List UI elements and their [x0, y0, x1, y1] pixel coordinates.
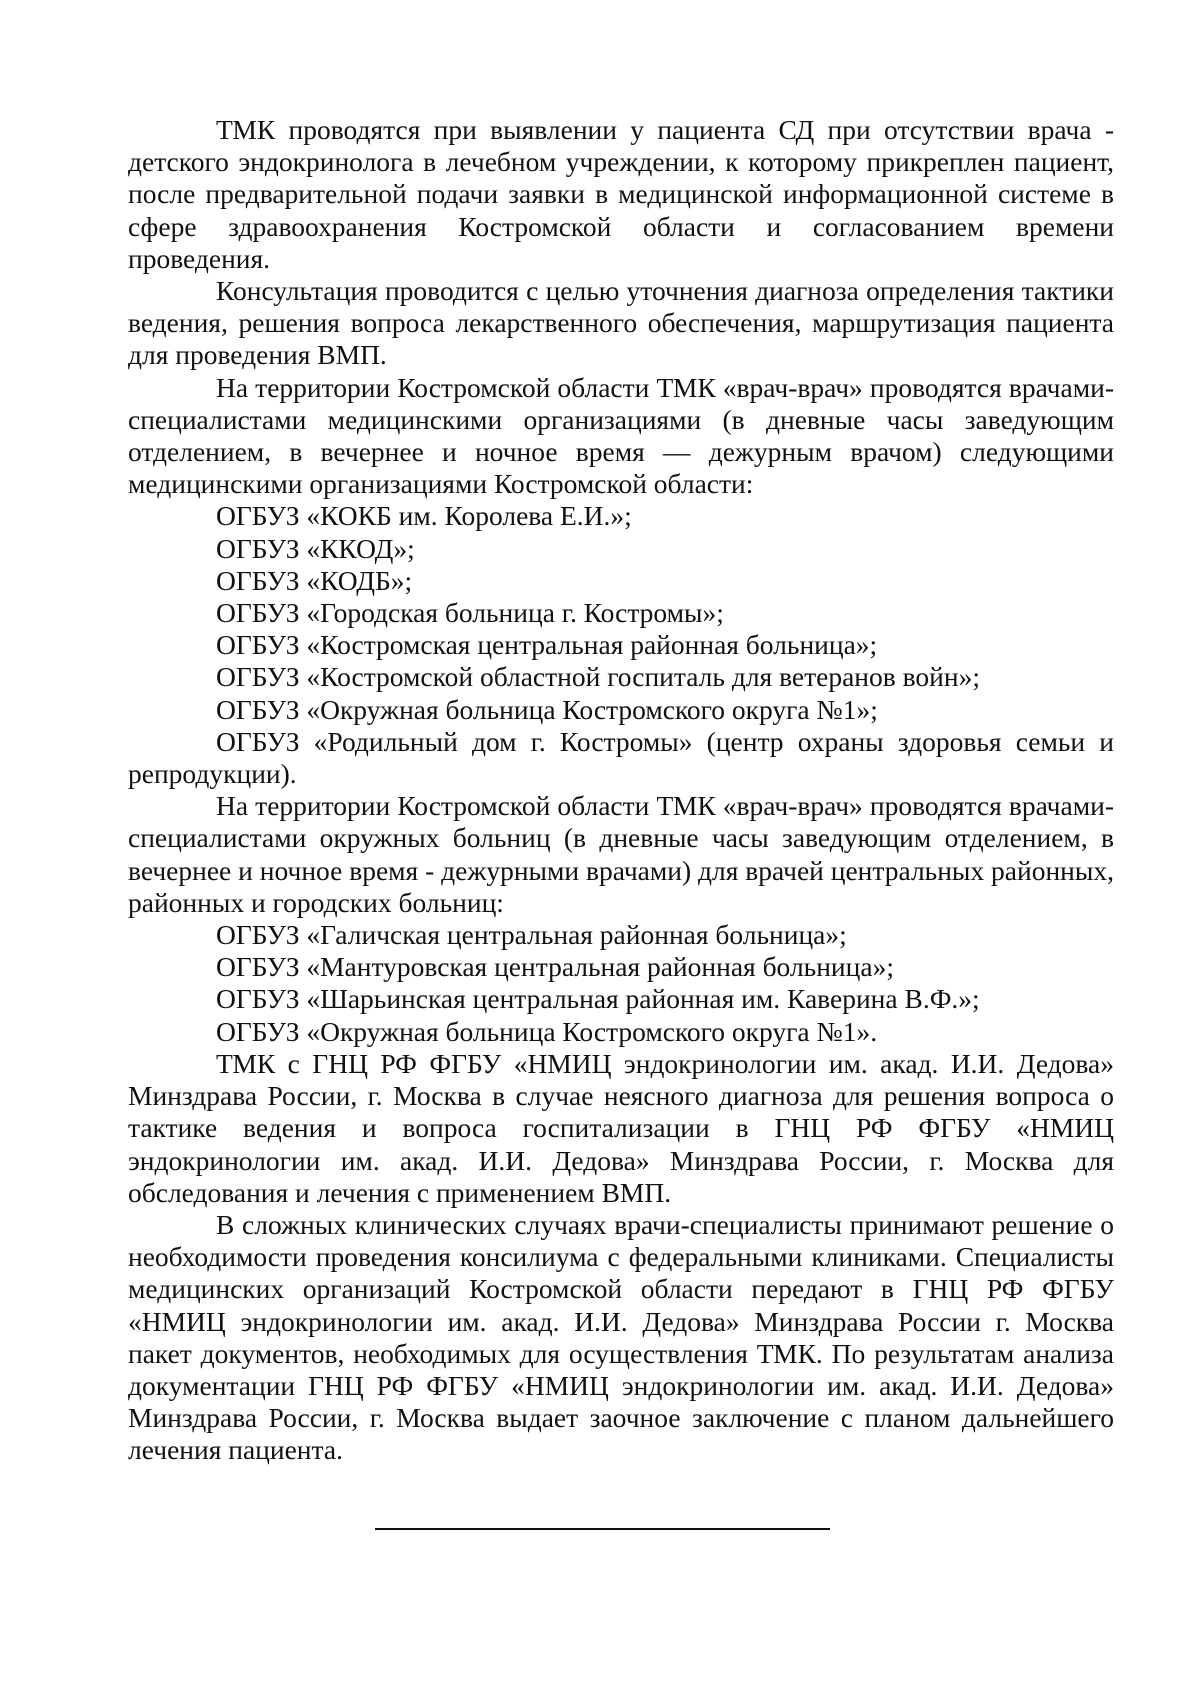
list-item: ОГБУЗ «Окружная больница Костромского округа №1».	[216, 1015, 878, 1047]
list-item: ОГБУЗ «Шарьинская центральная районная им. Каверина В.Ф.»;	[216, 983, 980, 1015]
list-item: ОГБУЗ «Городская больница г. Костромы»;	[216, 597, 724, 629]
list-item: ОГБУЗ «ККОД»;	[216, 532, 415, 564]
paragraph-federal-center-consultation: ТМК с ГНЦ РФ ФГБУ «НМИЦ эндокринологии им. акад. И.И. Дедова» Минздрава России, г. Москва в случае неясного диагноза для решения вопроса о тактике ведения и вопроса госпитализации в ГНЦ РФ ФГБУ «НМИЦ эндокринологии им. акад. И.И. Дедова» Минздрава России, г. Москва для обследования и лечения с применением ВМП.	[128, 1047, 1114, 1208]
paragraph-complex-cases: В сложных клинических случаях врачи-специалисты принимают решение о необходимости проведения консилиума с федеральными клиниками. Специалисты медицинских организаций Костромской области передают в ГНЦ РФ ФГБУ «НМИЦ эндокринологии им. акад. И.И. Дедова» Минздрава России г. Москва пакет документов, необходимых для осуществления ТМК. По результатам анализа документации ГНЦ РФ ФГБУ «НМИЦ эндокринологии им. акад. И.И. Дедова» Минздрава России, г. Москва выдает заочное заключение с планом дальнейшего лечения пациента.	[128, 1208, 1114, 1466]
end-of-document-rule	[375, 1528, 830, 1530]
list-item: ОГБУЗ «Костромской областной госпиталь для ветеранов войн»;	[216, 661, 980, 693]
list-item: ОГБУЗ «Родильный дом г. Костромы» (центр охраны здоровья семьи и репродукции).	[128, 725, 1114, 790]
list-item: ОГБУЗ «КОКБ им. Королева Е.И.»;	[216, 500, 632, 532]
list-item: ОГБУЗ «КОДБ»;	[216, 564, 413, 596]
paragraph-district-hospitals-intro: На территории Костромской области ТМК «врач-врач» проводятся врачами-специалистами окружных больниц (в дневные часы заведующим отделением, в вечернее и ночное время - дежурными врачами) для врачей центральных районных, районных и городских больниц:	[128, 790, 1114, 918]
paragraph-regional-organizations-intro: На территории Костромской области ТМК «врач-врач» проводятся врачами-специалистами медицинскими организациями (в дневные часы заведующим отделением, в вечернее и ночное время — дежурным врачом) следующими медицинскими организациями Костромской области:	[128, 371, 1114, 500]
list-item: ОГБУЗ «Мантуровская центральная районная больница»;	[216, 951, 894, 983]
organizations-list-regional	[128, 500, 1114, 790]
paragraph-consultation-purpose: Консультация проводится с целью уточнения диагноза определения тактики ведения, решения вопроса лекарственного обеспечения, маршрутизация пациента для проведения ВМП.	[128, 275, 1114, 371]
document-page	[128, 114, 1114, 1467]
list-item: ОГБУЗ «Окружная больница Костромского округа №1»;	[216, 693, 878, 725]
paragraph-telemedicine-conditions: ТМК проводятся при выявлении у пациента СД при отсутствии врача - детского эндокринолога в лечебном учреждении, к которому прикреплен пациент, после предварительной подачи заявки в медицинской информационной системе в сфере здравоохранения Костромской области и согласованием времени проведения.	[128, 114, 1114, 274]
list-item: ОГБУЗ «Костромская центральная районная больница»;	[216, 629, 878, 661]
organizations-list-district	[128, 919, 1114, 1048]
list-item: ОГБУЗ «Галичская центральная районная больница»;	[216, 919, 847, 951]
